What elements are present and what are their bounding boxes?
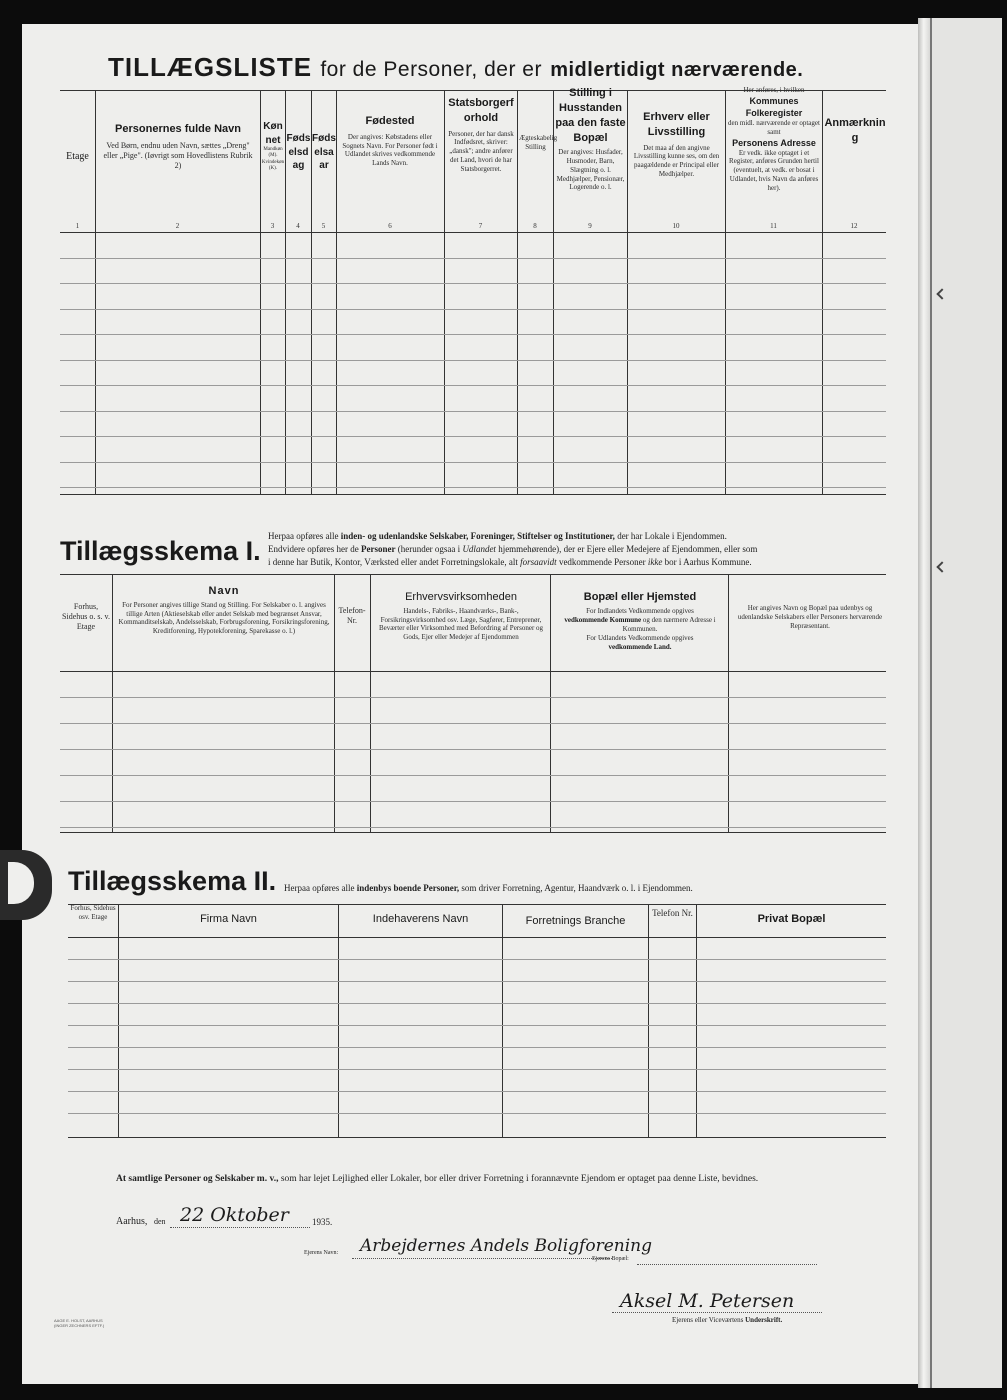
s2-col-branche: Forretnings Branche	[525, 915, 626, 927]
form-row-line	[68, 1113, 886, 1114]
colnum-8: 8	[533, 222, 537, 230]
form-row-line	[60, 462, 886, 463]
colnum-12: 12	[850, 222, 858, 230]
form-row-line	[60, 385, 886, 386]
s1-col-erhverv: Erhvervsvirksomheden Handels-, Fabriks-, Haandværks-, Bank-, Forsikringsvirksomhed osv. Læge, Sagfører, Entreprenør, Beværter eller Virksomhed med Befordring af Personer og Gods, Ejer eller Medejer af Ejendommen	[378, 591, 544, 642]
s2-col-telefon: Telefon Nr.	[652, 908, 693, 918]
title-middle: for de Personer, der er	[320, 58, 542, 81]
form-row-line	[60, 283, 886, 284]
owner-bopael-label: Ejerens Bopæl:	[592, 1256, 629, 1262]
skema2-instructions: Herpaa opføres alle indenbys boende Personer, som driver Forretning, Agentur, Haandværk o. l. i Ejendommen.	[284, 883, 693, 893]
form-row-line	[60, 775, 886, 776]
form-row-line	[60, 309, 886, 310]
form-row-line	[68, 1047, 886, 1048]
skema1-instructions: Herpaa opføres alle inden- og udenlandske Selskaber, Foreninger, Stiftelser og Institutioner, der har Lokale i Ejendommen. Endvidere opføres her de Personer (herunder ogsaa i Udlandet hjemmehørende), der er Ejere eller Medejere af Ejendommen, eller som i denne har Butik, Kontor, Værksted eller andet Forretningslokale, alt forsaavidt vedkommende Personer ikke bor i Aarhus Kommune.	[268, 531, 758, 568]
col-fodselsdag: Fødselsdag	[286, 133, 311, 171]
form-row-line	[68, 1003, 886, 1004]
declaration-text: At samtlige Personer og Selskaber m. v., som har lejet Lejlighed eller Lokaler, bor eller driver Forretning i forannævnte Ejendom er optaget paa denne Liste, bevidnes.	[116, 1174, 759, 1184]
signature-handwritten: Aksel M. Petersen	[620, 1290, 795, 1312]
colnum-4: 4	[296, 222, 300, 230]
year: 1935.	[312, 1217, 333, 1227]
facing-page	[930, 18, 1002, 1388]
s1-col-telefon: Telefon-Nr.	[338, 606, 366, 625]
colnum-6: 6	[388, 222, 392, 230]
colnum-5: 5	[321, 222, 326, 230]
place: Aarhus,	[116, 1216, 148, 1227]
s1-col-repraesentant: Her angives Navn og Bopæl paa udenbys og udenlandske Selskabers eller Personers herværende Repræsentant.	[737, 604, 883, 630]
form-row-line	[60, 749, 886, 750]
staple-icon	[936, 288, 947, 299]
skema2-title: Tillægsskema II.	[68, 866, 277, 896]
col-statsborger: Statsborgerforhold Personer, der har dansk Indfødsret, skriver: „dansk"; andre anfører det Land, hvori de har Statsborgerret.	[448, 97, 514, 173]
staple-icon	[936, 561, 947, 572]
den-label: den	[154, 1217, 166, 1226]
form-page	[22, 24, 923, 1384]
form-row-line	[60, 258, 886, 259]
form-row-line	[68, 1091, 886, 1092]
signature-label: Ejerens eller Viceværtens Underskrift.	[672, 1316, 783, 1324]
col-fodested: Fødested Der angives: Købstadens eller Sognets Navn. For Personer født i Udlandet skrives vedkommende Lands Navn.	[342, 115, 438, 168]
col-fodselsaar: Fødselsaar	[312, 133, 336, 171]
s1-col-navn: Navn For Personer angives tillige Stand og Stilling. For Selskaber o. l. angives tillige Arten (Aktieselskab eller andet Selskab med begrænset Ansvar, Kommanditselskab, Andelsselskab, Forbrugsforening, Forsikringsforening, Kreditforening, Hypotekforening, Sparekasse o. l.)	[118, 585, 330, 636]
col-kon: Kønnet Mandkøn (M). Kvindekøn (K).	[261, 121, 285, 171]
title-bold: TILLÆGSLISTE	[108, 52, 313, 82]
title-end: midlertidigt nærværende.	[550, 59, 804, 81]
s2-col-indehaver: Indehaverens Navn	[372, 913, 469, 925]
s2-col-bopael: Privat Bopæl	[757, 913, 826, 925]
owner-name-label: Ejerens Navn:	[304, 1250, 339, 1256]
col-adresse: Her anføres, i hvilken Kommunes Folkeregister den midl. nærværende er optaget samt Personens Adresse Er vedk. ikke optaget i et Register, anføres Grunden hertil (eventuelt, at vedk. er bosat i Udlandet, hvis Navn da anføres her).	[728, 86, 820, 192]
form-row-line	[68, 1025, 886, 1026]
printer-imprint: AAGE E. HOLST, AARHUS (INGER ZECHNERS EFTF.)	[54, 1318, 105, 1329]
form-row-line	[68, 959, 886, 960]
colnum-1: 1	[75, 222, 80, 230]
s1-col-etage: Forhus, Sidehus o. s. v. Etage	[62, 602, 110, 631]
s2-col-etage: Forhus, Sidehus osv. Etage	[70, 904, 116, 921]
s1-col-bopael: Bopæl eller Hjemsted For Indlandets Vedkommende opgives vedkommende Kommune og den nærmere Adresse i Kommunen. For Udlandets Vedkommende opgives vedkommende Land.	[564, 591, 716, 651]
s2-col-firma: Firma Navn	[200, 913, 257, 925]
col-aegteskab: Ægteskabelig Stilling	[519, 134, 558, 151]
colnum-10: 10	[672, 222, 680, 230]
col-erhverv: Erhverv eller Livsstilling Det maa af den angivne Livsstilling kunne ses, om den paagældende er Principal eller Medhjælper.	[633, 111, 720, 178]
colnum-2: 2	[175, 222, 180, 230]
form-row-line	[60, 334, 886, 335]
form-row-line	[60, 360, 886, 361]
colnum-9: 9	[588, 222, 592, 230]
form-row-line	[60, 487, 886, 488]
form-row-line	[60, 411, 886, 412]
form-row-line	[60, 697, 886, 698]
colnum-3: 3	[270, 222, 275, 230]
form-row-line	[68, 981, 886, 982]
form-row-line	[68, 1069, 886, 1070]
colnum-11: 11	[770, 222, 777, 230]
col-stilling: Stilling i Husstanden paa den faste Bopæl Der angives: Husfader, Husmoder, Barn, Slægtning o. l. Medhjælper, Pensionær, Logerende o. l.	[555, 87, 626, 192]
colnum-7: 7	[478, 222, 483, 230]
form-row-line	[60, 827, 886, 828]
skema1-title: Tillægsskema I.	[60, 536, 261, 566]
form-row-line	[60, 436, 886, 437]
form-title	[108, 52, 803, 83]
form-row-line	[60, 723, 886, 724]
col-anmaerkning: Anmærkning	[824, 117, 886, 144]
owner-name-handwritten: Arbejdernes Andels Boligforening	[360, 1236, 652, 1256]
date-handwritten: 22 Oktober	[180, 1204, 289, 1226]
col-navn: Personernes fulde Navn Ved Børn, endnu uden Navn, sættes „Dreng" eller „Pige". (Iøvrigt som Hovedlistens Rubrik 2)	[103, 123, 253, 170]
form-row-line	[60, 801, 886, 802]
thumb-holding-page	[0, 850, 52, 920]
col-etage: Etage	[66, 151, 89, 162]
